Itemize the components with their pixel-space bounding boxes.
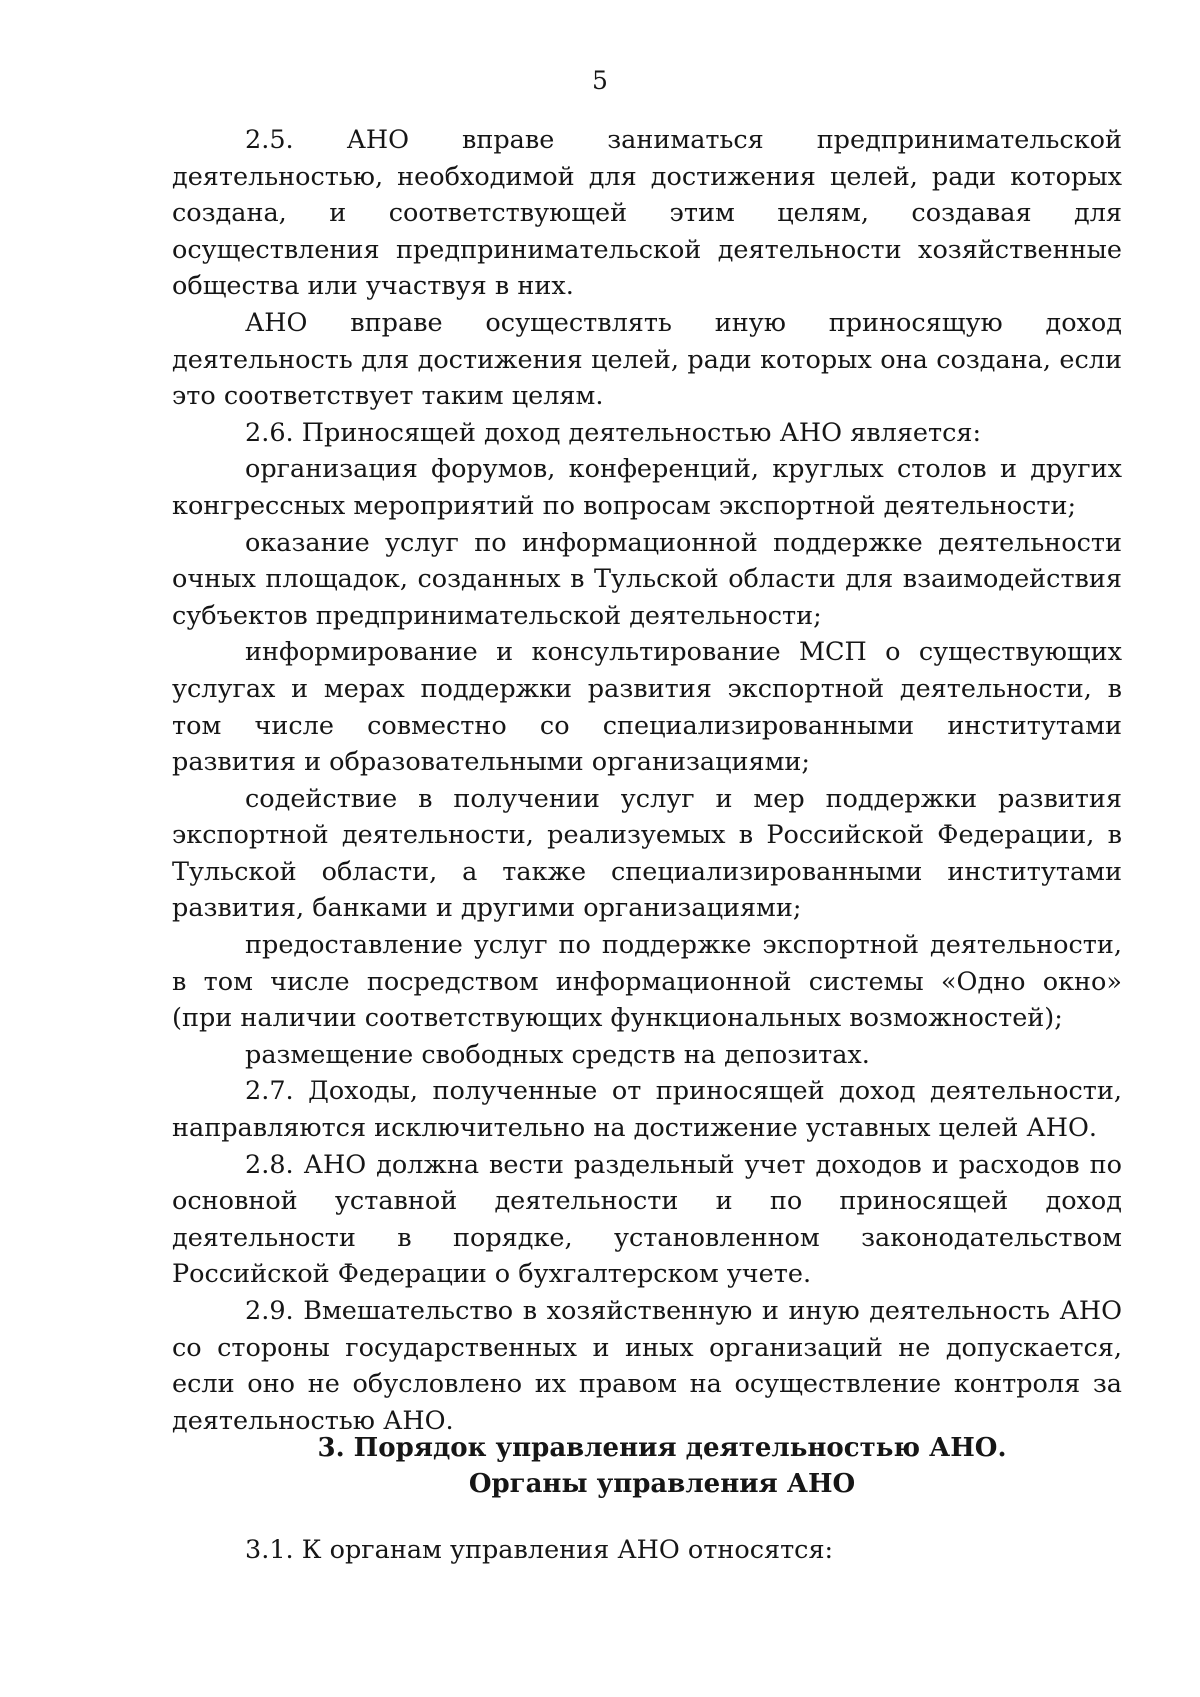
section-heading-line-1: 3. Порядок управления деятельностью АНО. xyxy=(317,1433,1007,1463)
paragraph-3-1: 3.1. К органам управления АНО относятся: xyxy=(245,1535,834,1565)
list-item-info-support: оказание услуг по информационной поддержке деятельности очных площадок, созданных в Тульской области для взаимодействия субъектов предпринимательской деятельности; xyxy=(172,527,1122,631)
section-heading-line-2: Органы управления АНО xyxy=(468,1469,856,1499)
list-item-export-services: предоставление услуг по поддержке экспортной деятельности, в том числе посредством информационной системы «Одно окно» (при наличии соответствующих функциональных возможностей); xyxy=(172,930,1122,1034)
list-item-forums: организация форумов, конференций, круглых столов и других конгрессных мероприятий по вопросам экспортной деятельности; xyxy=(172,454,1122,521)
paragraph-2-5-income: АНО вправе осуществлять иную приносящую доход деятельность для достижения целей, ради которых она создана, если это соответствует таким целям. xyxy=(172,307,1122,412)
paragraph-2-7: 2.7. Доходы, полученные от приносящей доход деятельности, направляются исключительно на достижение уставных целей АНО. xyxy=(172,1076,1122,1144)
list-item-deposits: размещение свободных средств на депозитах. xyxy=(245,1039,870,1070)
list-item-consulting: информирование и консультирование МСП о существующих услугах и мерах поддержки развития экспортной деятельности, в том числе совместно со специализированными институтами развития и образовательными организациями; xyxy=(172,637,1122,778)
document-body xyxy=(172,122,1122,1439)
section-3-body xyxy=(172,1532,1122,1569)
list-item-assistance: содействие в получении услуг и мер поддержки развития экспортной деятельности, реализуемых в Российской Федерации, в Тульской области, а также специализированными институтами развития, банками и другими организациями; xyxy=(172,783,1122,924)
page-number: 5 xyxy=(592,66,608,95)
section-heading xyxy=(172,1430,1122,1502)
paragraph-2-9: 2.9. Вмешательство в хозяйственную и иную деятельность АНО со стороны государственных и иных организаций не допускается, если оно не обусловлено их правом на осуществление контроля за деятельностью АНО. xyxy=(172,1296,1122,1436)
paragraph-2-6: 2.6. Приносящей доход деятельностью АНО является: xyxy=(245,417,982,448)
paragraph-2-5: 2.5. АНО вправе заниматься предпринимательской деятельностью, необходимой для достижения целей, ради которых создана, и соответствующей этим целям, создавая для осуществления предпринимательской деятельности хозяйственные общества или участвуя в них. xyxy=(172,125,1122,302)
paragraph-2-8: 2.8. АНО должна вести раздельный учет доходов и расходов по основной уставной деятельности и по приносящей доход деятельности в порядке, установленном законодательством Российской Федерации о бухгалтерском учете. xyxy=(172,1149,1122,1290)
